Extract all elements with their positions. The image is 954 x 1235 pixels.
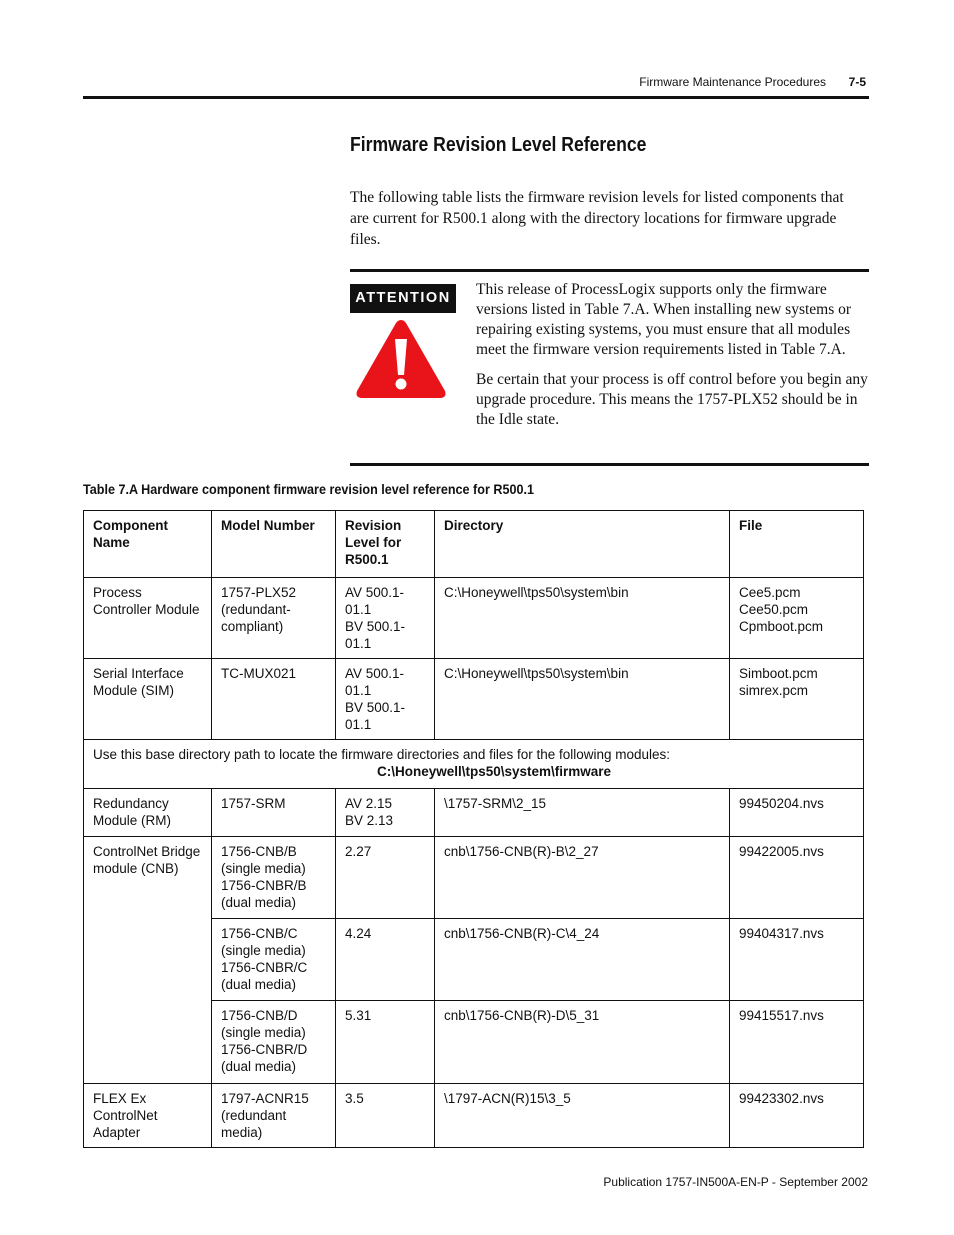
header-model: Model Number [212,511,336,578]
cell-revision: 2.27 [336,837,435,919]
exclamation-dot [396,379,407,390]
table-row [84,837,864,919]
table-row [84,789,864,837]
attention-paragraph-2: Be certain that your process is off control before you begin any upgrade procedure. This means the 1757-PLX52 should be in the Idle state. [476,371,868,428]
cell-file: Simboot.pcm simrex.pcm [730,659,864,740]
header-directory: Directory [435,511,730,578]
cell-component: Serial Interface Module (SIM) [84,659,212,740]
base-directory-note: Use this base directory path to locate the firmware directories and files for the following modules: [93,747,671,762]
base-directory-cell [84,740,864,789]
table-row [84,578,864,659]
cell-revision: 3.5 [336,1084,435,1148]
base-directory-path: C:\Honeywell\tps50\system\firmware [376,764,612,779]
cell-component: Process Controller Module [84,578,212,659]
header-file: File [730,511,864,578]
cell-model: 1756-CNB/B (single media) 1756-CNBR/B (dual media) [212,837,336,919]
publication-footer: Publication 1757-IN500A-EN-P - September 2002 [603,1175,868,1189]
cell-file: Cee5.pcm Cee50.pcm Cpmboot.pcm [730,578,864,659]
cell-file: 99415517.nvs [730,1001,864,1084]
warning-icon [354,317,448,401]
cell-model: 1756-CNB/D (single media) 1756-CNBR/D (dual media) [212,1001,336,1084]
header-component: Component Name [84,511,212,578]
cell-directory: cnb\1756-CNB(R)-B\2_27 [435,837,730,919]
table-row [84,1084,864,1148]
cell-directory: \1757-SRM\2_15 [435,789,730,837]
cell-model: TC-MUX021 [212,659,336,740]
cell-component: ControlNet Bridge module (CNB) [84,837,212,1084]
cell-directory: cnb\1756-CNB(R)-D\5_31 [435,1001,730,1084]
cell-model: 1757-SRM [212,789,336,837]
attention-top-rule [350,269,869,272]
base-directory-row [84,740,864,789]
attention-paragraph-1: This release of ProcessLogix supports only the firmware versions listed in Table 7.A. When installing new systems or repairing existing systems, you must ensure that all modules meet the firmware version requirements listed in Table 7.A. [476,281,852,358]
cell-model: 1757-PLX52 (redundant- compliant) [212,578,336,659]
cell-model: 1756-CNB/C (single media) 1756-CNBR/C (dual media) [212,919,336,1001]
cell-directory: \1797-ACN(R)15\3_5 [435,1084,730,1148]
attention-bottom-rule [350,463,869,466]
cell-directory: C:\Honeywell\tps50\system\bin [435,659,730,740]
cell-file: 99423302.nvs [730,1084,864,1148]
firmware-table [83,510,864,1148]
cell-revision: AV 2.15 BV 2.13 [336,789,435,837]
table-caption: Table 7.A Hardware component firmware revision level reference for R500.1 [83,481,534,497]
table-row [84,659,864,740]
cell-directory: cnb\1756-CNB(R)-C\4_24 [435,919,730,1001]
cell-component: Redundancy Module (RM) [84,789,212,837]
cell-file: 99422005.nvs [730,837,864,919]
cell-model: 1797-ACNR15 (redundant media) [212,1084,336,1148]
header-revision: Revision Level for R500.1 [336,511,435,578]
cell-file: 99450204.nvs [730,789,864,837]
cell-directory: C:\Honeywell\tps50\system\bin [435,578,730,659]
header-rule [83,96,869,99]
page-number: 7-5 [848,75,866,89]
cell-revision: 4.24 [336,919,435,1001]
section-title: Firmware Revision Level Reference [350,134,647,156]
cell-revision: 5.31 [336,1001,435,1084]
cell-revision: AV 500.1-01.1 BV 500.1-01.1 [336,578,435,659]
running-header-title: Firmware Maintenance Procedures [639,75,826,89]
cell-component: FLEX Ex ControlNet Adapter [84,1084,212,1148]
cell-file: 99404317.nvs [730,919,864,1001]
table-header-row [84,511,864,578]
cell-revision: AV 500.1-01.1 BV 500.1-01.1 [336,659,435,740]
attention-text [476,280,868,440]
attention-label: ATTENTION [350,284,456,313]
intro-paragraph: The following table lists the firmware revision levels for listed components that are current for R500.1 along with the directory locations for firmware upgrade files. [350,189,844,248]
